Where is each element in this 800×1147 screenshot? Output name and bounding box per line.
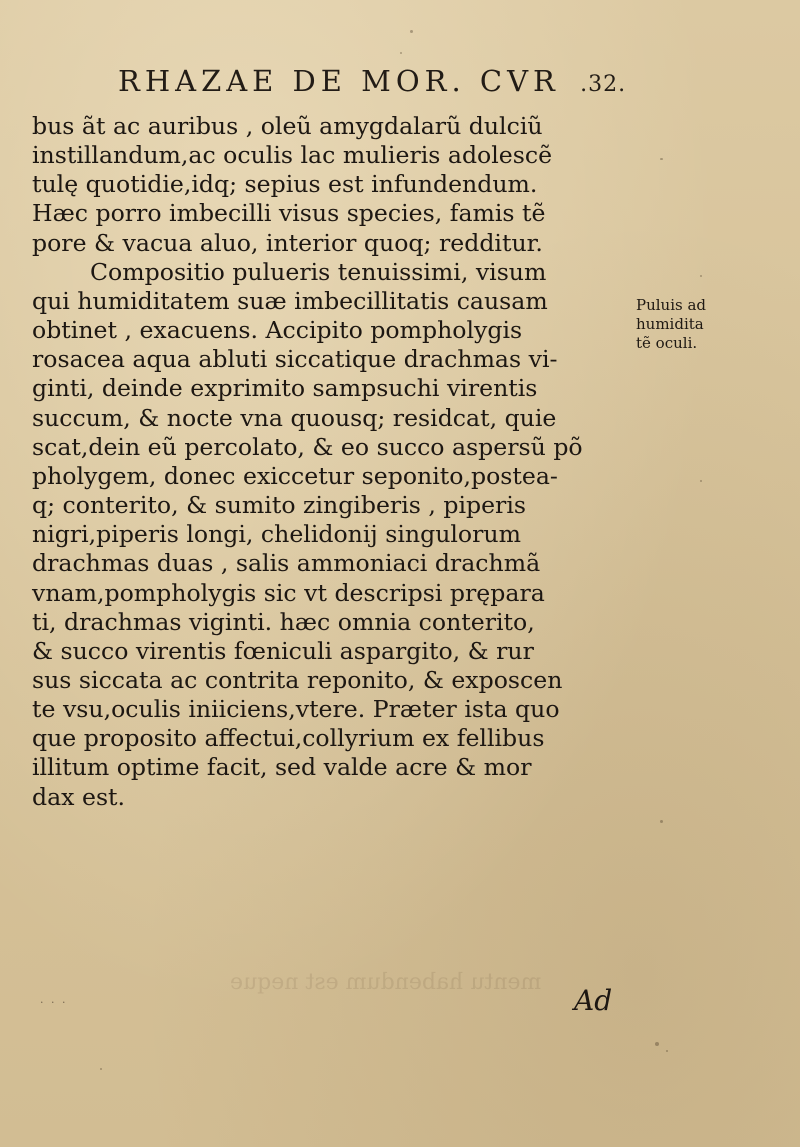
text-line: q; conterito, & sumito zingiberis , piperis (32, 491, 526, 520)
signature-mark: · · · (40, 996, 68, 1009)
text-line: ginti, deinde exprimito sampsuchi virentis (32, 374, 538, 403)
text-line: rosacea aqua abluti siccatique drachmas vi- (32, 345, 558, 374)
main-text-block (32, 112, 632, 812)
text-line: drachmas duas , salis ammoniaci drachmã (32, 549, 541, 578)
text-line: sus siccata ac contrita reponito, & exposcen (32, 665, 563, 694)
folio-number: .32. (580, 72, 627, 97)
text-line: succum, & nocte vna quousq; residcat, quie (32, 403, 557, 432)
show-through-text: mentu habendum est neque (230, 970, 542, 995)
paper-speck (660, 158, 663, 160)
catchword: Ad (574, 984, 613, 1017)
text-line: pore & vacua aluo, interior quoq; redditur. (32, 228, 543, 257)
text-line: dax est. (32, 782, 126, 811)
paper-speck (410, 30, 413, 33)
text-line: ti, drachmas viginti. hæc omnia conterito, (32, 607, 535, 636)
text-line: instillandum,ac oculis lac mulieris adolescẽ (32, 141, 553, 170)
text-line: pholygem, donec exiccetur seponito,postea- (32, 461, 558, 490)
marginal-note-line: humidita (636, 315, 704, 333)
text-line: bus ãt ac auribus , oleũ amygdalarũ dulciũ (32, 112, 543, 140)
text-line: vnam,pompholygis sic vt descripsi prępara (32, 578, 545, 607)
running-title: RHAZAE DE MOR. CVR (118, 64, 560, 98)
paper-speck (655, 1042, 659, 1046)
paper-speck (660, 820, 663, 823)
paragraph-start-line: Compositio pulueris tenuissimi, visum (90, 257, 547, 286)
text-line: te vsu,oculis iniiciens,vtere. Præter ista quo (32, 695, 560, 724)
text-line: nigri,piperis longi, chelidonij singulorum (32, 520, 521, 549)
text-line: Hæc porro imbecilli visus species, famis tẽ (32, 199, 546, 228)
running-head (118, 64, 626, 98)
marginal-note (636, 296, 706, 353)
paper-speck (100, 1068, 102, 1070)
text-line: & succo virentis fœniculi aspargito, & rur (32, 636, 534, 665)
text-line: tulę quotidie,idq; sepius est infundendum. (32, 170, 538, 199)
paper-speck (666, 1050, 668, 1052)
paper-speck (700, 480, 702, 482)
marginal-note-line: tẽ oculi. (636, 334, 698, 352)
paper-speck (400, 52, 402, 54)
text-line: que proposito affectui,collyrium ex fellibus (32, 724, 545, 753)
paper-speck (700, 275, 702, 277)
marginal-note-line: Puluis ad (636, 296, 707, 314)
text-line: scat,dein eũ percolato, & eo succo aspersũ põ (32, 432, 583, 461)
text-line: illitum optime facit, sed valde acre & mor (32, 753, 532, 782)
text-line: obtinet , exacuens. Accipito pompholygis (32, 316, 523, 345)
text-line: qui humiditatem suæ imbecillitatis causam (32, 286, 548, 315)
